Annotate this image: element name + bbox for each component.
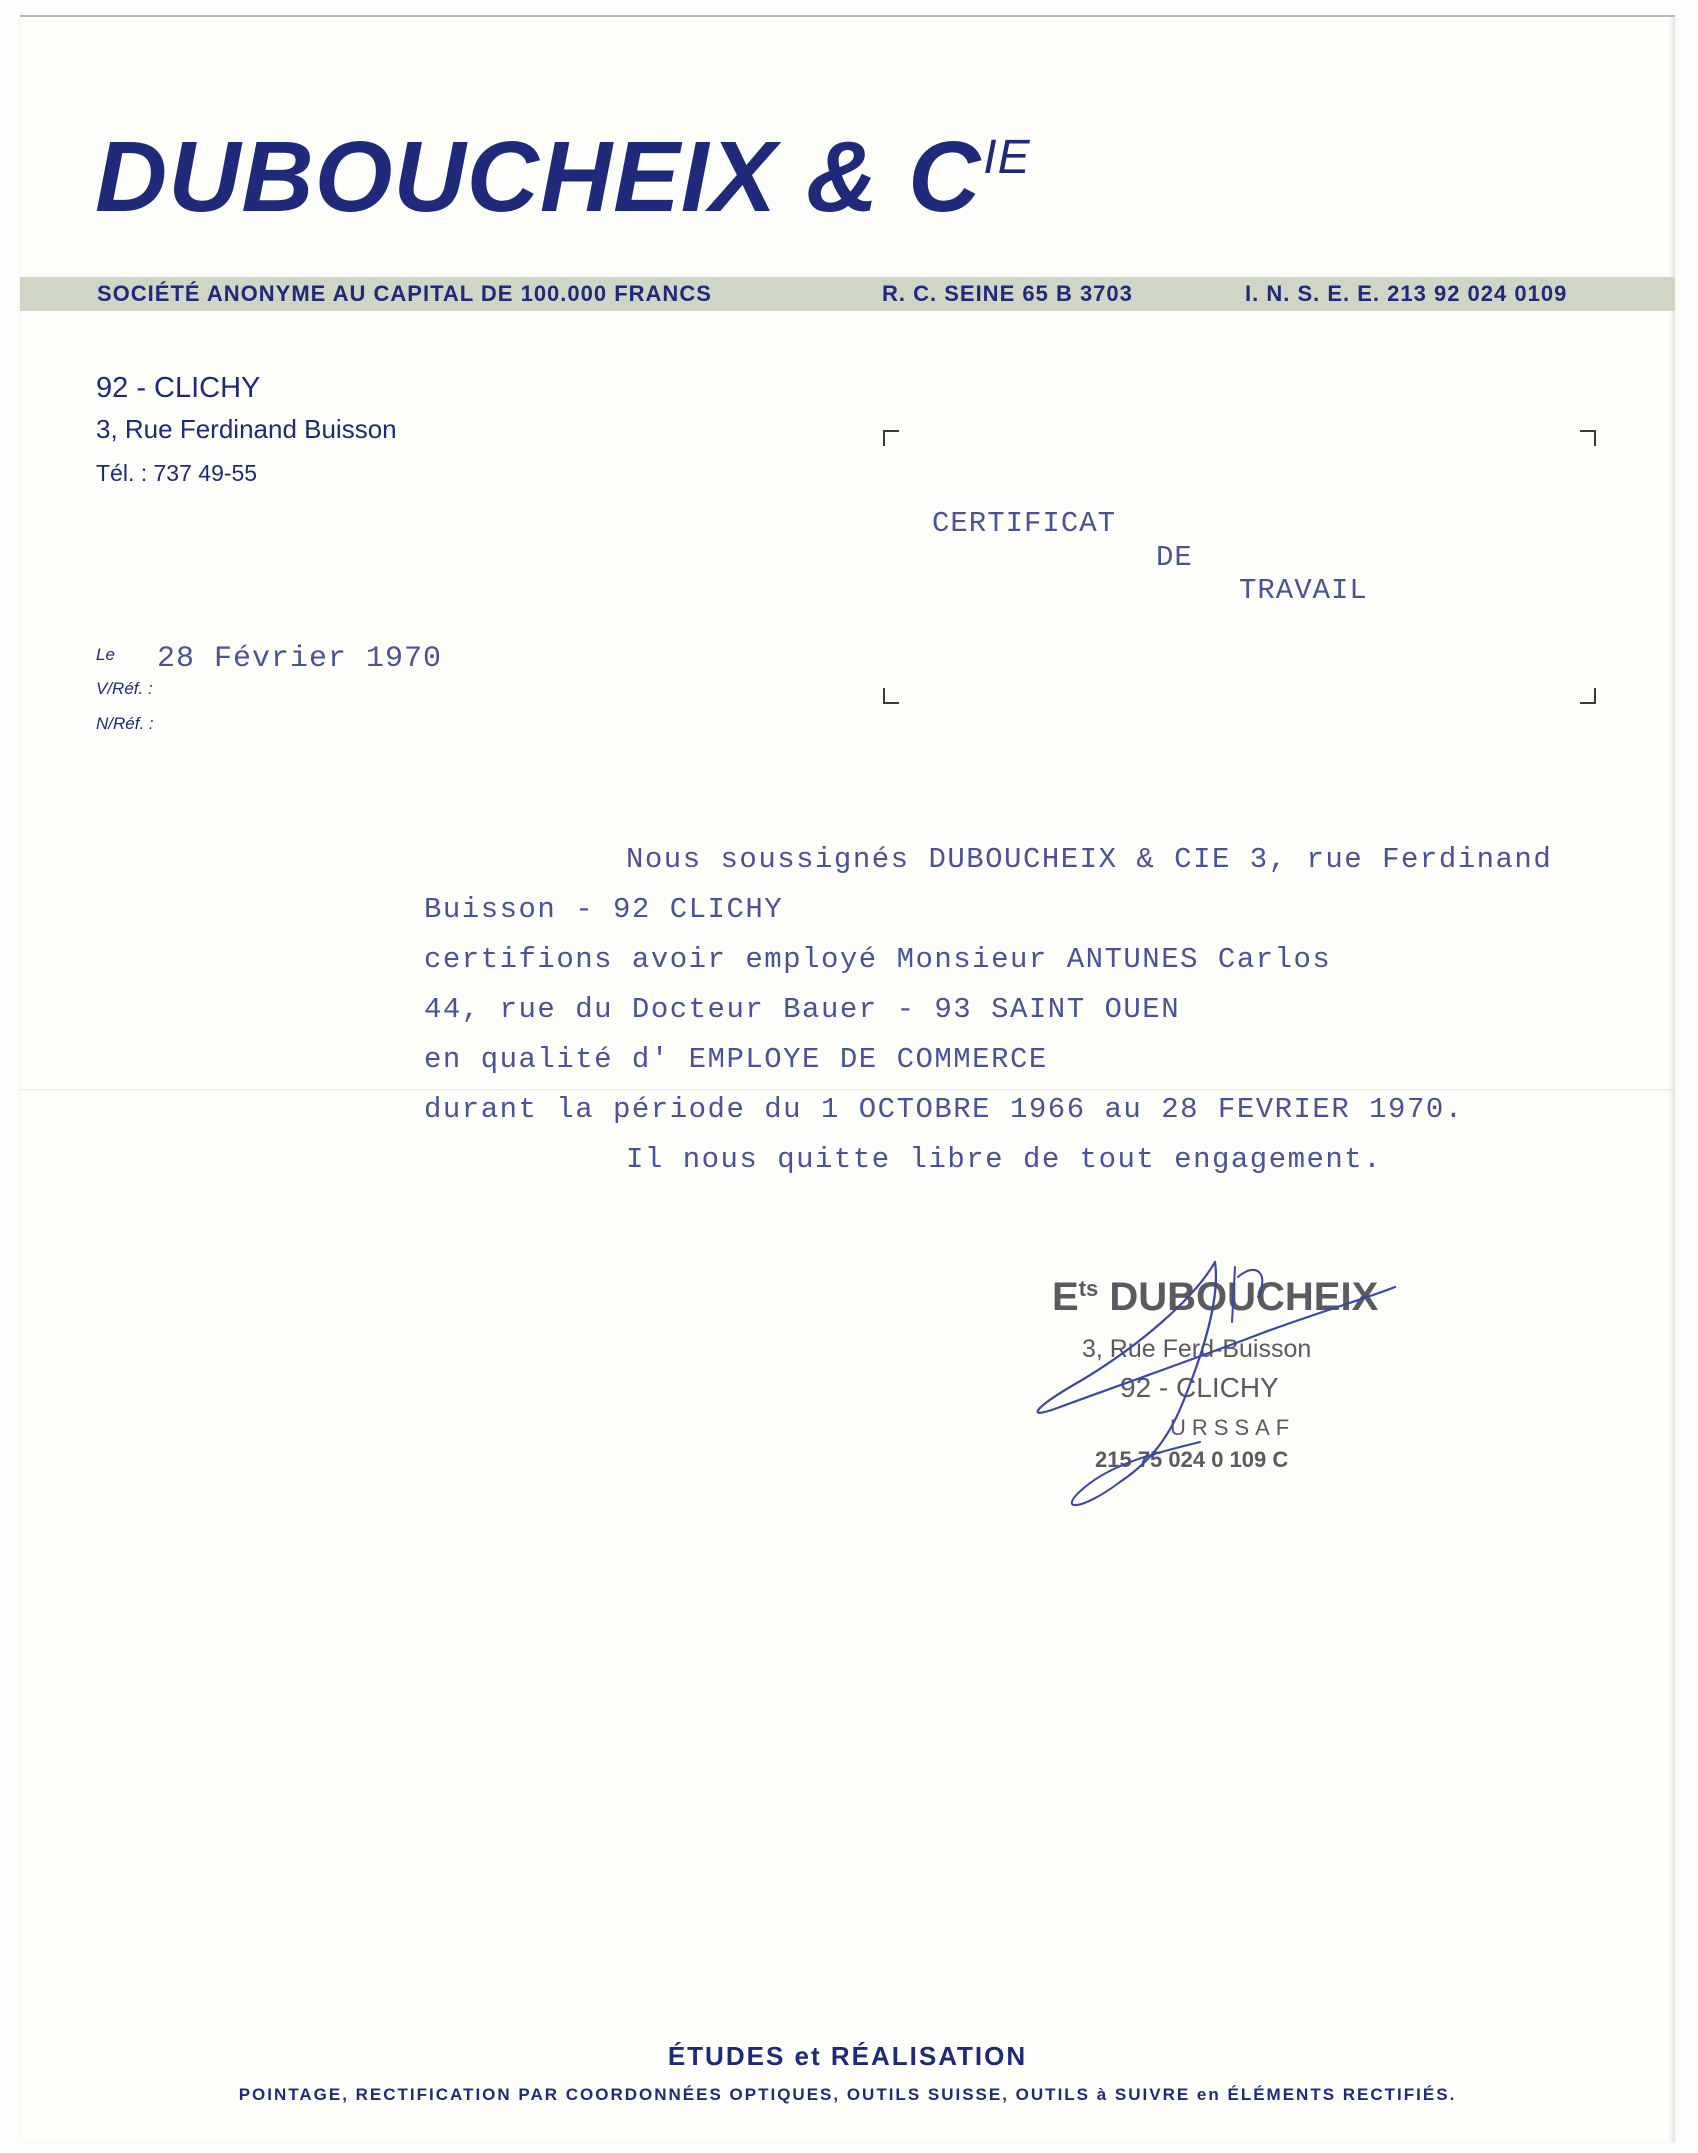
company-name-sup: IE xyxy=(983,131,1031,184)
window-corner-top-left xyxy=(883,430,899,446)
letter-sheet xyxy=(20,15,1675,2142)
our-reference-label: N/Réf. : xyxy=(96,714,154,733)
stamp-prefix: E xyxy=(1052,1275,1079,1319)
body-line-4: 44, rue du Docteur Bauer - 93 SAINT OUEN xyxy=(424,993,1181,1026)
company-street: 3, Rue Ferdinand Buisson xyxy=(96,414,397,444)
footer-title: ÉTUDES et RÉALISATION xyxy=(667,2041,1028,2071)
stamp-urssaf: URSSAF xyxy=(1170,1415,1296,1440)
stamp-street: 3, Rue Ferd-Buisson xyxy=(1082,1335,1312,1363)
body-line-7: Il nous quitte libre de tout engagement. xyxy=(626,1143,1383,1176)
body-line-1: Nous soussignés DUBOUCHEIX & CIE 3, rue Ferdinand xyxy=(626,843,1553,876)
company-logo-name xyxy=(95,121,1031,233)
sheet-edge-shadow xyxy=(1669,17,1675,2142)
body-line-5: en qualité d' EMPLOYE DE COMMERCE xyxy=(424,1043,1048,1076)
date-label: Le xyxy=(96,645,115,664)
body-line-2: Buisson - 92 CLICHY xyxy=(424,893,784,926)
band-insee: I. N. S. E. E. 213 92 024 0109 xyxy=(1245,281,1568,306)
band-capital: SOCIÉTÉ ANONYME AU CAPITAL DE 100.000 FRANCS xyxy=(97,281,712,306)
paper-fold xyxy=(20,1089,1675,1091)
company-phone: Tél. : 737 49-55 xyxy=(96,460,258,486)
stamp-name-text: DUBOUCHEIX xyxy=(1109,1275,1379,1319)
company-city: 92 - CLICHY xyxy=(96,372,261,404)
band-rc: R. C. SEINE 65 B 3703 xyxy=(882,281,1133,306)
title-de: DE xyxy=(1156,541,1193,574)
your-reference-label: V/Réf. : xyxy=(96,679,153,698)
company-name-c: C xyxy=(908,121,982,233)
stamp-number: 215 75 024 0 109 C xyxy=(1095,1447,1289,1472)
window-corner-bottom-right xyxy=(1580,688,1596,704)
title-certificat: CERTIFICAT xyxy=(932,507,1117,540)
window-corner-bottom-left xyxy=(883,688,899,704)
body-line-3: certifions avoir employé Monsieur ANTUNES Carlos xyxy=(424,943,1332,976)
window-corner-top-right xyxy=(1580,430,1596,446)
stamp-city: 92 - CLICHY xyxy=(1120,1372,1279,1403)
handwritten-signature xyxy=(1000,1237,1420,1517)
stamp-prefix-sup: ts xyxy=(1078,1276,1099,1301)
letter-date: 28 Février 1970 xyxy=(157,642,443,676)
legal-info-band xyxy=(20,277,1675,311)
body-line-6: durant la période du 1 OCTOBRE 1966 au 28 FEVRIER 1970. xyxy=(424,1093,1464,1126)
footer-subtitle: POINTAGE, RECTIFICATION PAR COORDONNÉES OPTIQUES, OUTILS SUISSE, OUTILS à SUIVRE en ÉLÉMENTS RECTIFIÉS. xyxy=(238,2085,1457,2104)
title-travail: TRAVAIL xyxy=(1239,574,1368,607)
company-name-main: DUBOUCHEIX & xyxy=(95,121,880,233)
